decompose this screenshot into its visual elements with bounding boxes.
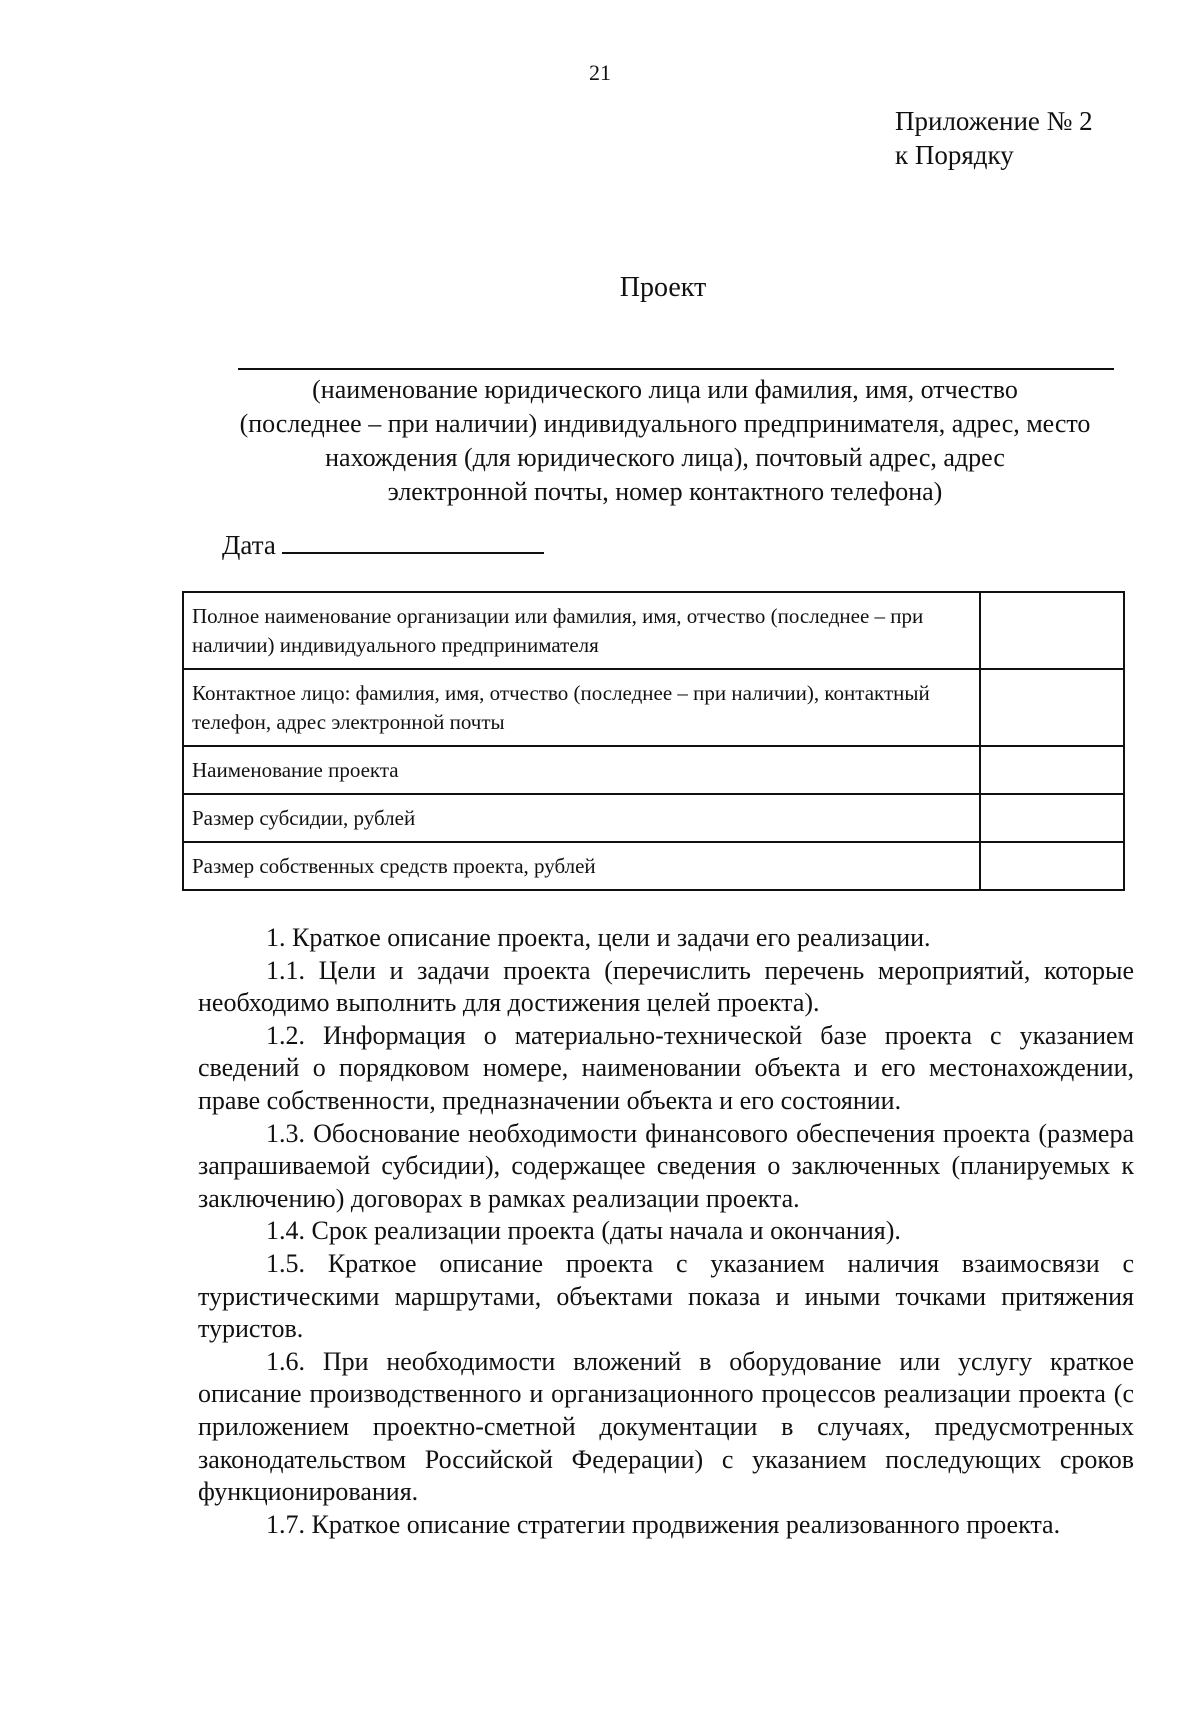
table-cell-value <box>980 746 1124 794</box>
caption-line: электронной почты, номер контактного телефона) <box>387 477 943 506</box>
caption-line: нахождения (для юридического лица), почтовый адрес, адрес <box>325 443 1005 472</box>
section-paragraph: 1.1. Цели и задачи проекта (перечислить перечень мероприятий, которые необходимо выполнить для достижения целей проекта). <box>198 955 1134 1018</box>
table-row <box>183 842 1124 890</box>
appendix-reference: к Порядку <box>895 140 1014 170</box>
table-cell-value <box>980 794 1124 842</box>
table-cell-label: Размер субсидии, рублей <box>183 794 980 842</box>
date-label: Дата <box>222 530 276 560</box>
table-cell-label: Наименование проекта <box>183 746 980 794</box>
caption-line: (последнее – при наличии) индивидуального предпринимателя, адрес, место <box>239 409 1091 438</box>
table-cell-label: Контактное лицо: фамилия, имя, отчество (последнее – при наличии), контактный телефон, адрес электронной почты <box>183 669 980 746</box>
date-row <box>222 530 544 561</box>
appendix-number: Приложение № 2 <box>895 106 1093 136</box>
table-row <box>183 794 1124 842</box>
table-cell-value <box>980 842 1124 890</box>
table-cell-value <box>980 592 1124 669</box>
project-description-sections <box>198 922 1134 1541</box>
caption-line: (наименование юридического лица или фамилия, имя, отчество <box>312 375 1018 404</box>
document-title: Проект <box>619 272 707 303</box>
table-row <box>183 592 1124 669</box>
page-number: 21 <box>589 60 611 85</box>
table-cell-value <box>980 669 1124 746</box>
applicant-name-caption <box>190 373 1140 509</box>
table-row <box>183 669 1124 746</box>
section-paragraph: 1.3. Обоснование необходимости финансового обеспечения проекта (размера запрашиваемой субсидии), содержащее сведения о заключенных (планируемых к заключению) договорах в рамках реализации проекта. <box>198 1118 1134 1213</box>
section-paragraph: 1.6. При необходимости вложений в оборудование или услугу краткое описание производственного и организационного процессов реализации проекта (с приложением проектно-сметной документации в случаях, предусмотренных законодательством Российской Федерации) с указанием последующих сроков функционирования. <box>198 1346 1134 1507</box>
section-paragraph: 1.5. Краткое описание проекта с указанием наличия взаимосвязи с туристическими маршрутами, объектами показа и иными точками притяжения туристов. <box>198 1248 1134 1344</box>
table-cell-label: Полное наименование организации или фамилия, имя, отчество (последнее – при наличии) индивидуального предпринимателя <box>183 592 980 669</box>
section-paragraph: 1. Краткое описание проекта, цели и задачи его реализации. <box>266 923 931 952</box>
appendix-header <box>895 104 1093 172</box>
section-paragraph: 1.7. Краткое описание стратегии продвижения реализованного проекта. <box>266 1509 1061 1539</box>
section-paragraph: 1.4. Срок реализации проекта (даты начала и окончания). <box>266 1216 901 1246</box>
table-cell-label: Размер собственных средств проекта, рублей <box>183 842 980 890</box>
date-field-line <box>282 552 544 554</box>
section-paragraph: 1.2. Информация о материально-технической базе проекта с указанием сведений о порядковом номере, наименовании объекта и его местонахождении, праве собственности, предназначении объекта и его состоянии. <box>198 1020 1134 1115</box>
table-row <box>183 746 1124 794</box>
project-info-table <box>182 591 1125 891</box>
applicant-name-line <box>238 368 1114 370</box>
